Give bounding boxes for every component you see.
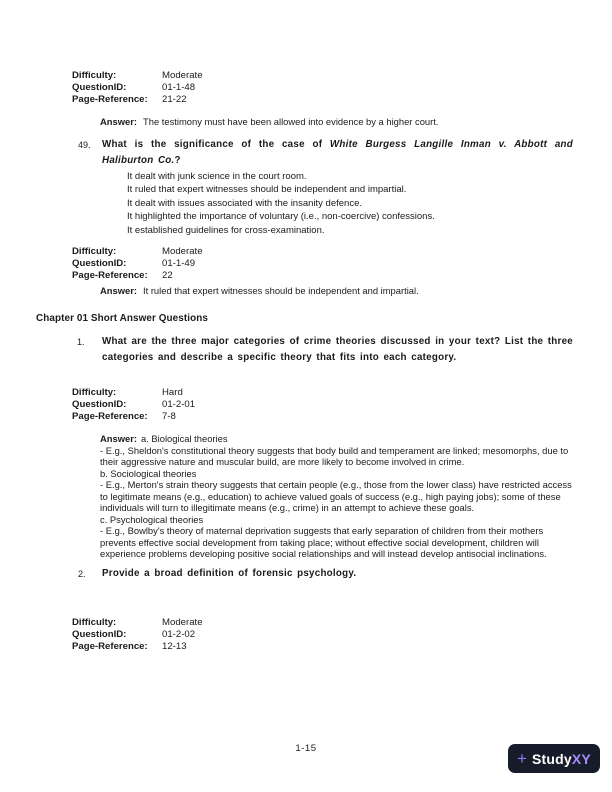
question-1-text: What are the three major categories of crime theories discussed in your text? List the three categories and describe a specific theory that fits into each category. [102, 336, 573, 363]
difficulty-value: Moderate [162, 617, 203, 628]
pagereference-value: 12-13 [162, 641, 187, 652]
option-item: It established guidelines for cross-examination. [127, 224, 325, 236]
pagereference-value: 7-8 [162, 411, 176, 422]
pagereference-label: Page-Reference: [72, 270, 148, 281]
question-49-meta [72, 246, 203, 282]
plus-icon: + [517, 748, 527, 768]
meta-row-questionid [72, 629, 203, 641]
pagereference-label: Page-Reference: [72, 411, 148, 422]
answer-text: It ruled that expert witnesses should be independent and impartial. [143, 285, 419, 296]
question-49-answer [100, 285, 578, 297]
difficulty-label: Difficulty: [72, 387, 117, 398]
question-49-text [102, 137, 573, 168]
answer-text: The testimony must have been allowed into evidence by a higher court. [143, 116, 439, 127]
questionid-label: QuestionID: [72, 399, 127, 410]
difficulty-label: Difficulty: [72, 246, 117, 257]
questionid-value: 01-2-02 [162, 629, 196, 640]
difficulty-value: Moderate [162, 70, 203, 81]
pagereference-label: Page-Reference: [72, 641, 148, 652]
answer-line: - E.g., Sheldon's constitutional theory suggests that body build and temperament are linked; mesomorphs, due to their aggressive nature and muscular build, are more likely to become involved in crime. [100, 444, 569, 467]
question-48-meta [72, 70, 203, 106]
pagereference-label: Page-Reference: [72, 94, 148, 105]
brand-name [532, 751, 591, 767]
question-49-text-after: ? [174, 154, 181, 166]
answer-label: Answer: [100, 433, 137, 444]
question-2-meta [72, 617, 203, 653]
question-1-meta [72, 387, 195, 423]
option-item: It ruled that expert witnesses should be independent and impartial. [127, 184, 407, 196]
questionid-value: 01-1-48 [162, 82, 196, 93]
answer-line: - E.g., Merton's strain theory suggests that certain people (e.g., those from the lower class) have restricted access to legitimate means (e.g., education) to achieve valued goals of success (e.g., high paying jobs); some of these individuals will turn to illegitimate means (e.g., crime) in an attempt to achieve these goals. [100, 479, 572, 513]
meta-row-pagereference [72, 411, 195, 423]
questionid-value: 01-2-01 [162, 399, 196, 410]
questionid-label: QuestionID: [72, 258, 127, 269]
difficulty-value: Hard [162, 387, 183, 398]
difficulty-value: Moderate [162, 246, 203, 257]
section-heading: Chapter 01 Short Answer Questions [36, 313, 208, 324]
brand-badge [508, 744, 600, 773]
meta-row-difficulty [72, 70, 203, 82]
brand-name-accent: XY [571, 750, 591, 767]
pagereference-value: 22 [162, 270, 173, 281]
difficulty-label: Difficulty: [72, 70, 117, 81]
meta-row-questionid [72, 258, 203, 270]
answer-line: - E.g., Bowlby's theory of maternal deprivation suggests that early separation of children from their mothers prevents effective social development from taking place; without effective social development, children will experience problems developing positive social relationships and will instead develop antisocial inclinations. [100, 525, 547, 559]
meta-row-questionid [72, 399, 195, 411]
question-1-answer [100, 433, 578, 560]
meta-row-pagereference [72, 94, 203, 106]
question-49-number: 49. [78, 140, 91, 150]
question-1-number: 1. [77, 337, 85, 347]
answer-label: Answer: [100, 285, 137, 296]
pagereference-value: 21-22 [162, 94, 187, 105]
answer-label: Answer: [100, 116, 137, 127]
answer-line: b. Sociological theories [100, 467, 197, 479]
page-number: 1-15 [295, 743, 317, 754]
question-2-number: 2. [78, 569, 86, 579]
questionid-value: 01-1-49 [162, 258, 196, 269]
question-48-answer [100, 116, 578, 128]
questionid-label: QuestionID: [72, 82, 127, 93]
difficulty-label: Difficulty: [72, 617, 117, 628]
questionid-label: QuestionID: [72, 629, 127, 640]
brand-name-primary: Study [531, 750, 572, 767]
option-item: It dealt with junk science in the court room. [127, 171, 307, 182]
answer-text: a. Biological theories [141, 433, 228, 444]
question-49-options [127, 170, 435, 237]
question-49-case-name: White Burgess Langille Inman v. Abbott and Haliburton Co. [102, 139, 573, 166]
option-item: It highlighted the importance of voluntary (i.e., non-coercive) confessions. [127, 211, 435, 223]
answer-line: c. Psychological theories [100, 513, 204, 525]
meta-row-questionid [72, 82, 203, 94]
question-49-text-before: What is the significance of the case of [102, 139, 330, 150]
meta-row-difficulty [72, 617, 203, 629]
meta-row-pagereference [72, 270, 203, 282]
meta-row-difficulty [72, 387, 195, 399]
option-item: It dealt with issues associated with the insanity defence. [127, 197, 362, 209]
meta-row-difficulty [72, 246, 203, 258]
question-2-text: Provide a broad definition of forensic psychology. [102, 568, 357, 579]
meta-row-pagereference [72, 641, 203, 653]
answer-line [100, 433, 578, 445]
